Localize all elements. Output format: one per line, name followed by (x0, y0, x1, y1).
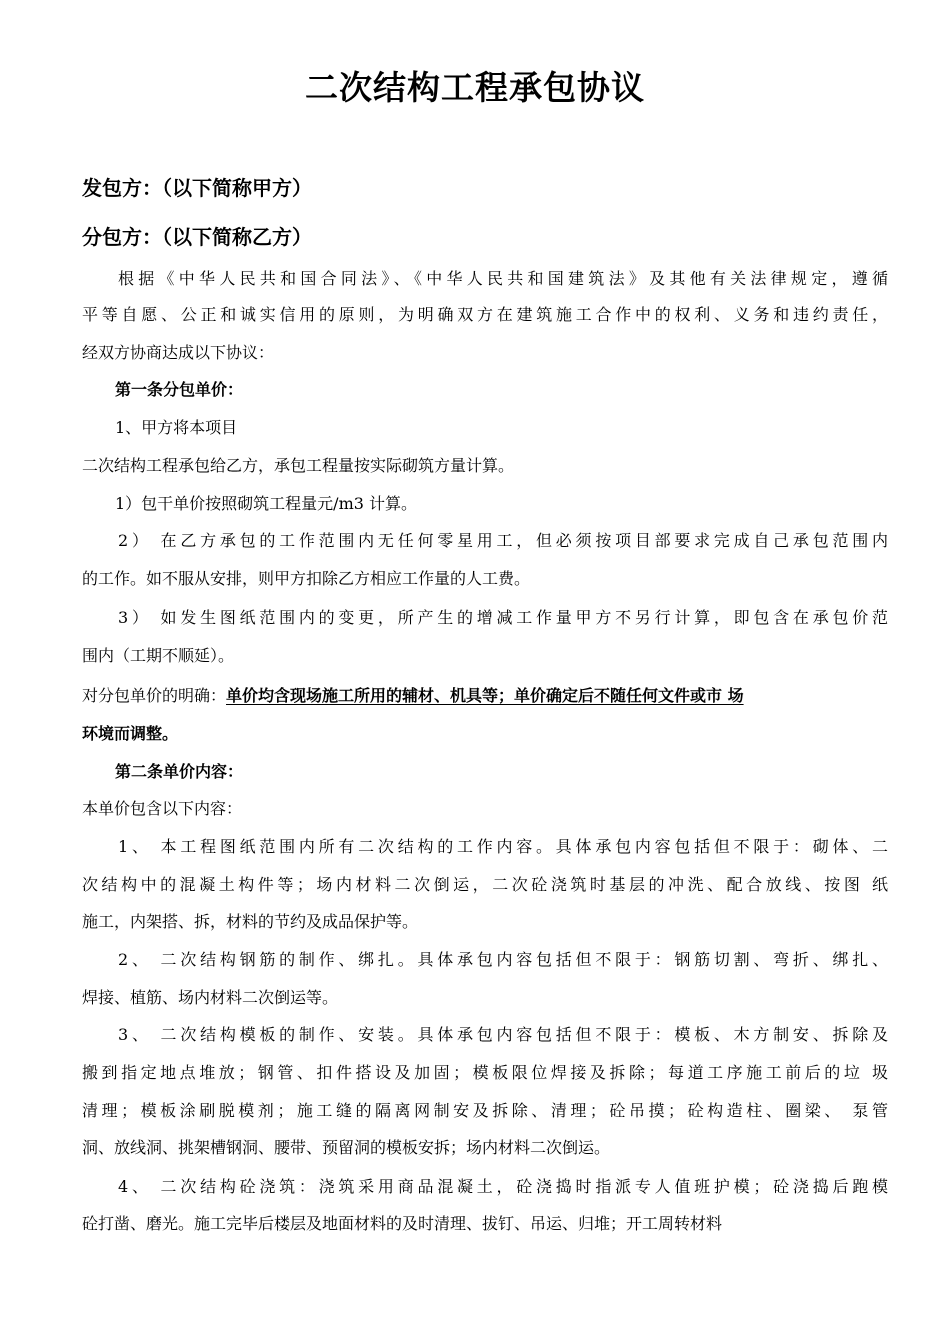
unit-price-clarification (82, 683, 888, 709)
article-2-item-3-line-1: 3、 二次结构模板的制作、安装。具体承包内容包括但不限于：模板、木方制安、拆除及 (118, 1025, 888, 1044)
article-1-sub-2b: 的工作。如不服从安排，则甲方扣除乙方相应工作量的人工费。 (82, 569, 531, 588)
article-1-sub-3b: 围内（工期不顺延）。 (82, 646, 235, 665)
intro-line-3: 经双方协商达成以下协议： (82, 343, 275, 362)
article-2-item-2-line-2: 焊接、植筋、场内材料二次倒运等。 (82, 988, 339, 1007)
article-2-item-3-line-3: 清理；模板涂刷脱模剂；施工缝的隔离网制安及拆除、清理；砼吊摸；砼构造柱、圈梁、 泵管 (82, 1101, 888, 1120)
intro-line-1: 根据《中华人民共和国合同法》、《中华人民共和国建筑法》及其他有关法律规定，遵循 (118, 269, 888, 288)
article-2-item-4-line-1: 4、 二次结构砼浇筑：浇筑采用商品混凝土，砼浇捣时指派专人值班护模；砼浇捣后跑模 (118, 1177, 888, 1196)
article-1-sub-3a: 3） 如发生图纸范围内的变更，所产生的增减工作量甲方不另行计算，即包含在承包价范 (118, 608, 888, 627)
article-1-sub-1: 1）包干单价按照砌筑工程量元/m3 计算。 (115, 494, 418, 513)
article-1-sub-2a: 2） 在乙方承包的工作范围内无任何零星用工，但必须按项目部要求完成自己承包范围内 (118, 531, 888, 550)
contractor-party: 分包方：（以下简称乙方） (82, 225, 312, 249)
document-title: 二次结构工程承包协议 (305, 68, 645, 107)
clarify-text-b: 环境而调整。 (82, 724, 179, 743)
article-1-heading: 第一条分包单价： (115, 380, 244, 399)
employer-party: 发包方：（以下简称甲方） (82, 176, 312, 200)
article-2-item-3-line-2: 搬到指定地点堆放；钢管、扣件搭设及加固；模板限位焊接及拆除；每道工序施工前后的垃 圾 (82, 1063, 888, 1082)
clarify-label: 对分包单价的明确： (82, 686, 227, 705)
article-2-item-2-line-1: 2、 二次结构钢筋的制作、绑扎。具体承包内容包括但不限于：钢筋切割、弯折、绑扎、 (118, 950, 888, 969)
article-2-item-1-line-2: 次结构中的混凝土构件等；场内材料二次倒运，二次砼浇筑时基层的冲洗、配合放线、按图 纸 (82, 875, 888, 894)
article-2-item-3-line-4: 洞、放线洞、挑架槽钢洞、腰带、预留洞的模板安拆；场内材料二次倒运。 (82, 1138, 611, 1157)
article-1-item-1b: 二次结构工程承包给乙方，承包工程量按实际砌筑方量计算。 (82, 456, 515, 475)
article-2-item-1-line-3: 施工，内架搭、拆，材料的节约及成品保护等。 (82, 912, 419, 931)
intro-line-2: 平等自愿、公正和诚实信用的原则，为明确双方在建筑施工合作中的权利、义务和违约责任， (82, 305, 888, 324)
article-1-item-1a: 1、甲方将本项目 (115, 418, 238, 437)
article-2-item-1-line-1: 1、 本工程图纸范围内所有二次结构的工作内容。具体承包内容包括但不限于：砌体、二 (118, 837, 888, 856)
article-2-lead: 本单价包含以下内容： (82, 799, 243, 818)
article-2-heading: 第二条单价内容： (115, 762, 244, 781)
clarify-text-a: 单价均含现场施工所用的辅材、机具等；单价确定后不随任何文件或市 场 (226, 686, 744, 705)
article-2-item-4-line-2: 砼打凿、磨光。施工完毕后楼层及地面材料的及时清理、拔钉、吊运、归堆；开工周转材料 (82, 1214, 723, 1233)
